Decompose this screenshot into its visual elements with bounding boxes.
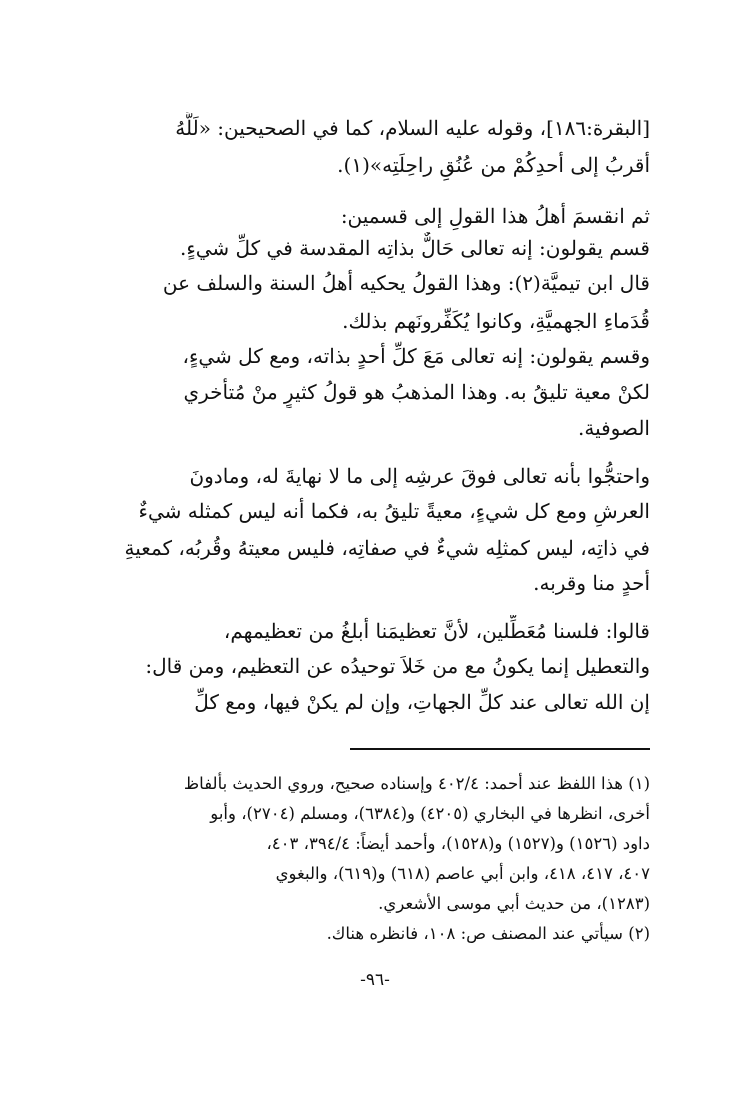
text-line: والتعطيل إنما يكونُ مع من خَلاَ توحيدُه عن التعظيم، ومن قال: <box>145 654 650 678</box>
text-line: الصوفية. <box>577 416 650 440</box>
footnote-line: (١٢٨٣)، من حديث أبي موسى الأشعري. <box>378 894 650 913</box>
text-line: أقربُ إلى أحدِكُمْ من عُنُقِ راحِلَتِه»(١). <box>337 153 650 177</box>
text-line: قالوا: فلسنا مُعَطِّلين، لأنَّ تعظيمَنا أبلغُ من تعظيمهم، <box>223 619 650 643</box>
footnote-line: أخرى، انظرها في البخاري (٤٢٠٥) و(٦٣٨٤)، ومسلم (٢٧٠٤)، وأبو <box>210 804 650 823</box>
footnote-line: (٢) سيأتي عند المصنف ص: ١٠٨، فانظره هناك. <box>326 924 650 943</box>
text-line: قسم يقولون: إنه تعالى حَالٌّ بذاتِه المقدسة في كلِّ شيءٍ. <box>179 236 650 260</box>
text-line: لكنْ معية تليقُ به. وهذا المذهبُ هو قولُ كثيرٍ منْ مُتأخري <box>183 380 650 404</box>
footnote-line: (١) هذا اللفظ عند أحمد: ٤٠٢/٤ وإسناده صحيح، وروي الحديث بألفاظ <box>183 774 650 793</box>
text-line: ثم انقسمَ أهلُ هذا القولِ إلى قسمين: <box>340 204 650 228</box>
text-line: أحدٍ منا وقربه. <box>533 571 650 595</box>
page-number: -٩٦- <box>360 970 390 990</box>
footnote-line: ٤٠٧، ٤١٧، ٤١٨، وابن أبي عاصم (٦١٨) و(٦١٩)، والبغوي <box>275 864 650 883</box>
footnote-divider <box>350 748 650 750</box>
text-line: في ذاتِه، ليس كمثلِه شيءٌ في صفاتِه، فليس معيتهُ وقُربُه، كمعيةِ <box>124 536 650 560</box>
text-line: إن الله تعالى عند كلِّ الجهاتِ، وإن لم يكنْ فيها، ومع كلِّ <box>194 690 650 714</box>
footnote-line: داود (١٥٢٦) و(١٥٢٧) و(١٥٢٨)، وأحمد أيضاً: ٣٩٤/٤، ٤٠٣، <box>266 834 650 853</box>
text-line: واحتجُّوا بأنه تعالى فوقَ عرشِه إلى ما لا نهايةَ له، ومادونَ <box>189 464 650 488</box>
text-line: قُدَماءِ الجهميَّةِ، وكانوا يُكَفِّرونَهم بذلك. <box>342 309 650 333</box>
text-line: قال ابن تيميَّة(٢): وهذا القولُ يحكيه أهلُ السنة والسلف عن <box>162 271 650 295</box>
text-line: وقسم يقولون: إنه تعالى مَعَ كلِّ أحدٍ بذاته، ومع كل شيءٍ، <box>182 344 650 368</box>
text-line: العرشِ ومع كل شيءٍ، معيةً تليقُ به، فكما أنه ليس كمثله شيءٌ <box>138 499 650 523</box>
text-line: [البقرة:١٨٦]، وقوله عليه السلام، كما في الصحيحين: «لَلَّهُ <box>175 116 650 140</box>
